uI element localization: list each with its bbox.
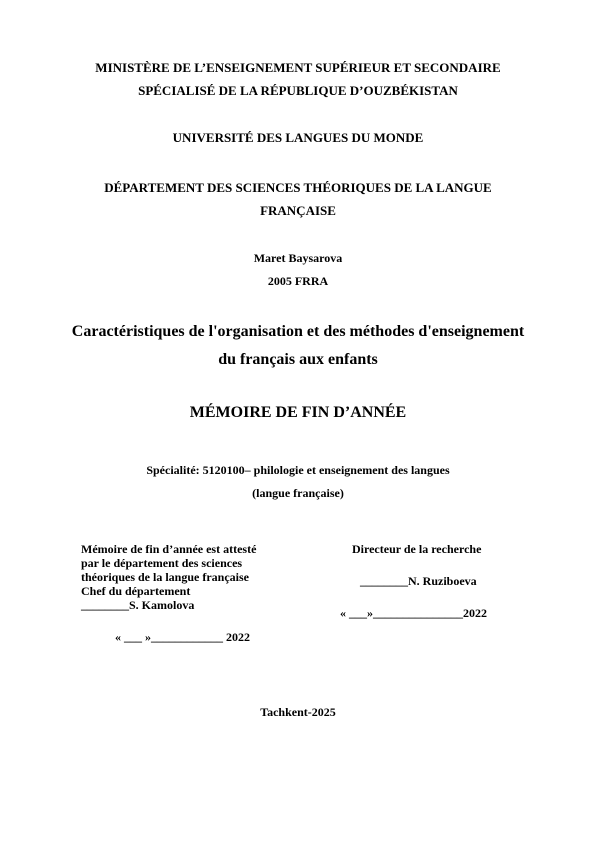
- attestation-line-1: Mémoire de fin d’année est attesté: [81, 542, 257, 556]
- author-group: 2005 FRRA: [267, 274, 329, 288]
- director-heading: Directeur de la recherche: [352, 542, 482, 556]
- document-type: MÉMOIRE DE FIN D’ANNÉE: [189, 404, 407, 421]
- head-signature: ________S. Kamolova: [81, 598, 195, 612]
- director-signature: ________N. Ruziboeva: [360, 574, 477, 588]
- department-block: [0, 176, 596, 222]
- thesis-title-line-2: du français aux enfants: [218, 351, 378, 368]
- author-block: [0, 247, 596, 293]
- department-line-1: DÉPARTEMENT DES SCIENCES THÉORIQUES DE LA LANGUE: [104, 180, 492, 195]
- university-name: UNIVERSITÉ DES LANGUES DU MONDE: [172, 130, 424, 145]
- specialty-line-2: (langue française): [252, 486, 344, 500]
- author-name: Maret Baysarova: [253, 251, 343, 265]
- department-line-2: FRANÇAISE: [260, 203, 336, 218]
- ministry-block: [0, 56, 596, 102]
- attestation-line-4: Chef du département: [81, 584, 191, 598]
- thesis-title-line-1: Caractéristiques de l'organisation et des méthodes d'enseignement: [71, 323, 525, 340]
- attestation-line-2: par le département des sciences: [81, 556, 243, 570]
- ministry-line-2: SPÉCIALISÉ DE LA RÉPUBLIQUE D’OUZBÉKISTAN: [138, 83, 458, 98]
- thesis-title: [0, 318, 596, 374]
- attestation-line-3: théoriques de la langue française: [81, 570, 249, 584]
- director-date: « ___»_______________2022: [340, 606, 487, 620]
- attestation-date: « ___ »____________ 2022: [115, 630, 250, 644]
- ministry-line-1: MINISTÈRE DE L’ENSEIGNEMENT SUPÉRIEUR ET SECONDAIRE: [95, 60, 501, 75]
- specialty-line-1: Spécialité: 5120100– philologie et enseignement des langues: [146, 463, 450, 477]
- specialty-block: [0, 459, 596, 505]
- attestation-block: [81, 542, 311, 612]
- city-year: Tachkent-2025: [260, 705, 336, 719]
